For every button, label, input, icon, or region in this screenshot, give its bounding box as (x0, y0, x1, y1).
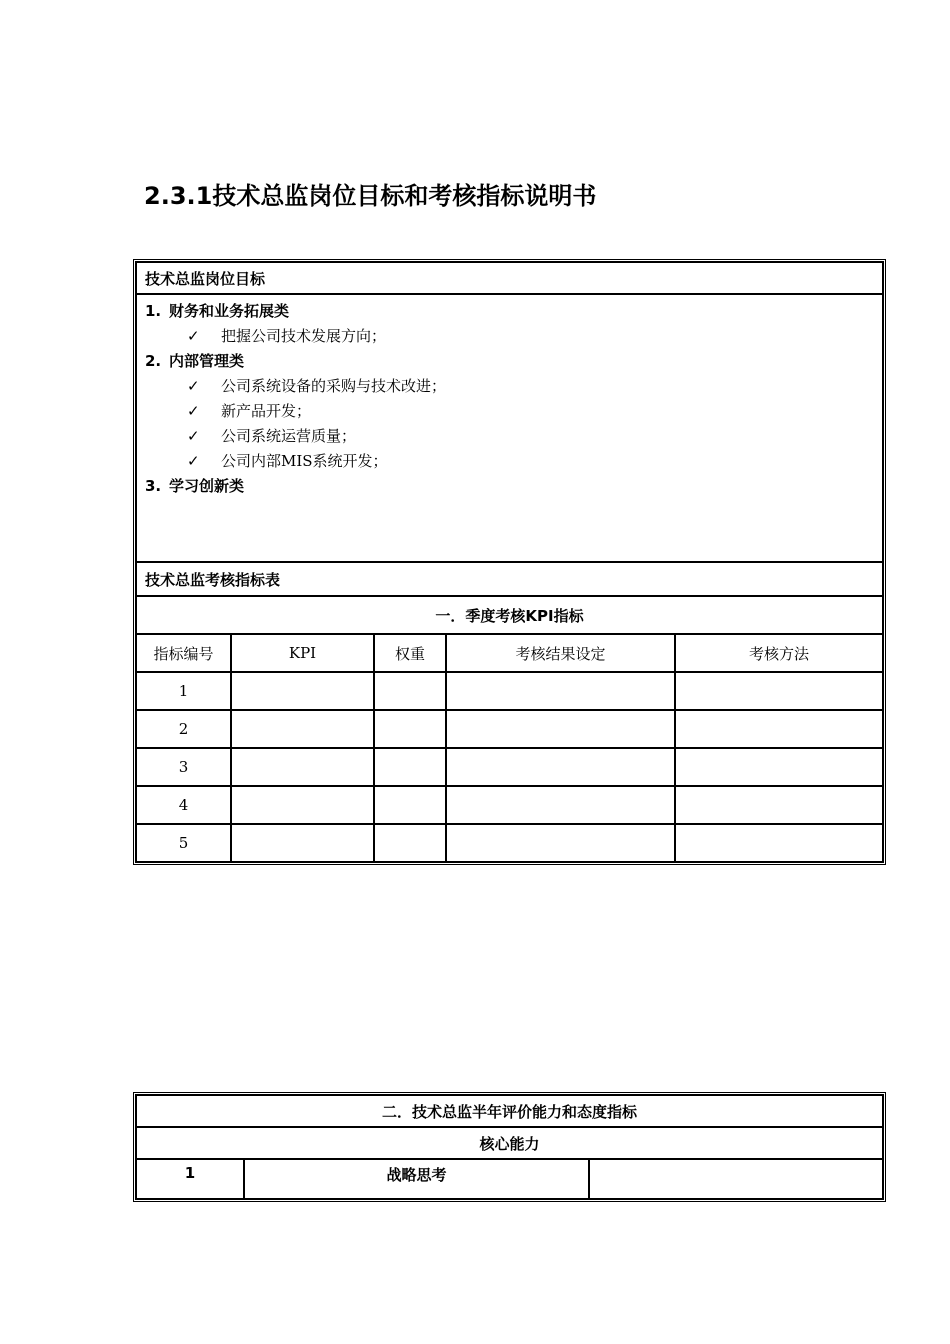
result-cell (446, 710, 675, 748)
table-row (136, 710, 883, 748)
check-icon: ✓ (187, 327, 200, 345)
row-number: 5 (136, 824, 231, 862)
goal-category-number: 1. (145, 302, 162, 320)
column-header-kpi: KPI (231, 634, 374, 672)
result-cell (446, 786, 675, 824)
kpi-cell (231, 824, 374, 862)
goal-item (145, 324, 874, 349)
row-number: 1 (136, 672, 231, 710)
ability-header: 二．技术总监半年评价能力和态度指标 (136, 1095, 883, 1127)
table-row (136, 748, 883, 786)
ability-value-cell (589, 1159, 883, 1199)
column-header-index: 指标编号 (136, 634, 231, 672)
column-header-weight: 权重 (374, 634, 446, 672)
goal-item-text: 公司系统运营质量； (221, 427, 357, 445)
kpi-header: 技术总监考核指标表 (136, 562, 883, 596)
method-cell (675, 824, 883, 862)
row-number: 1 (136, 1159, 244, 1199)
ability-label: 战略思考 (244, 1159, 589, 1199)
row-number: 4 (136, 786, 231, 824)
goal-category (145, 474, 874, 499)
weight-cell (374, 710, 446, 748)
goals-kpi-table (135, 261, 884, 863)
page-title: 2.3.1技术总监岗位目标和考核指标说明书 (144, 182, 597, 210)
goal-item-text: 公司系统设备的采购与技术改进； (221, 377, 447, 395)
kpi-cell (231, 710, 374, 748)
kpi-subheader: 一．季度考核KPI指标 (136, 596, 883, 634)
goal-item-text: 把握公司技术发展方向； (221, 327, 387, 345)
table-row (136, 824, 883, 862)
ability-subheader: 核心能力 (136, 1127, 883, 1159)
goal-category-number: 2. (145, 352, 162, 370)
result-cell (446, 748, 675, 786)
check-icon: ✓ (187, 377, 200, 395)
check-icon: ✓ (187, 402, 200, 420)
goal-category-label: 学习创新类 (169, 477, 245, 495)
result-cell (446, 824, 675, 862)
kpi-cell (231, 786, 374, 824)
goal-item-text: 公司内部MIS系统开发； (221, 452, 388, 470)
check-icon: ✓ (187, 452, 200, 470)
goal-item (145, 374, 874, 399)
row-number: 3 (136, 748, 231, 786)
weight-cell (374, 824, 446, 862)
result-cell (446, 672, 675, 710)
goal-category-label: 内部管理类 (169, 352, 245, 370)
column-header-result: 考核结果设定 (446, 634, 675, 672)
goal-category (145, 299, 874, 324)
table-row (136, 786, 883, 824)
row-number: 2 (136, 710, 231, 748)
column-header-method: 考核方法 (675, 634, 883, 672)
goals-list (136, 294, 883, 562)
weight-cell (374, 786, 446, 824)
kpi-cell (231, 748, 374, 786)
goal-category-label: 财务和业务拓展类 (169, 302, 290, 320)
method-cell (675, 672, 883, 710)
goal-category-number: 3. (145, 477, 162, 495)
goal-item (145, 449, 874, 474)
goal-item (145, 424, 874, 449)
check-icon: ✓ (187, 427, 200, 445)
table-row (136, 672, 883, 710)
ability-table (135, 1094, 884, 1200)
goal-item (145, 399, 874, 424)
method-cell (675, 710, 883, 748)
kpi-cell (231, 672, 374, 710)
goals-header: 技术总监岗位目标 (136, 262, 883, 294)
weight-cell (374, 748, 446, 786)
goal-category (145, 349, 874, 374)
method-cell (675, 748, 883, 786)
method-cell (675, 786, 883, 824)
goal-item-text: 新产品开发； (221, 402, 312, 420)
weight-cell (374, 672, 446, 710)
table-row (136, 1159, 883, 1199)
